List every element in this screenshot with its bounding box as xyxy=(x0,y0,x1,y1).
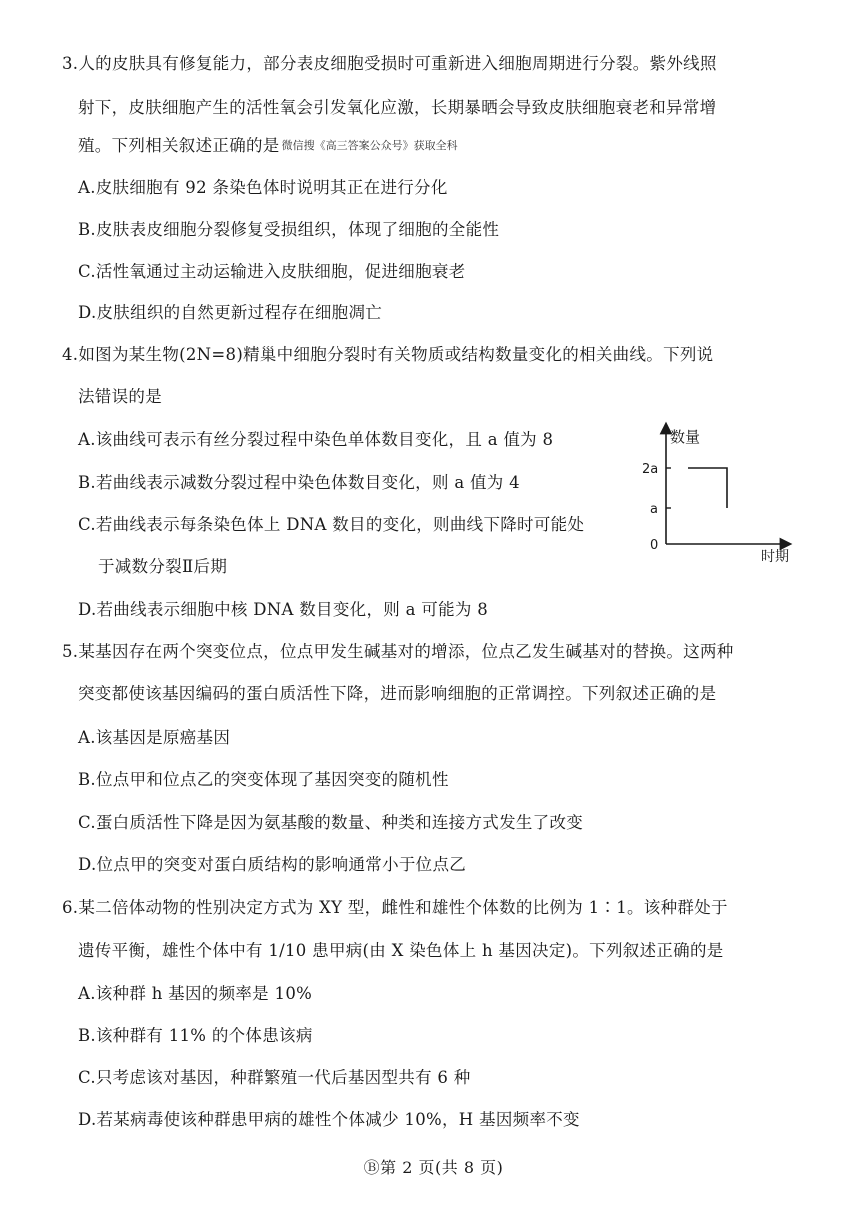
origin-label: 0 xyxy=(650,538,659,553)
q4-option-d: D.若曲线表示细胞中核 DNA 数目变化，则 a 可能为 8 xyxy=(78,600,489,619)
q3-option-c: C.活性氧通过主动运输进入皮肤细胞，促进细胞衰老 xyxy=(78,262,466,281)
q3-stem-text: 殖。下列相关叙述正确的是 xyxy=(78,136,280,155)
watermark-text: 微信搜《高三答案公众号》获取全科 xyxy=(281,139,458,152)
quantity-curve xyxy=(688,468,727,508)
q3-option-a: A.皮肤细胞有 92 条染色体时说明其正在进行分化 xyxy=(78,178,448,197)
q5-option-b: B.位点甲和位点乙的突变体现了基因突变的随机性 xyxy=(78,770,449,789)
q6-stem-line-1: 6.某二倍体动物的性别决定方式为 XY 型，雌性和雄性个体数的比例为 1∶1。该种群处于 xyxy=(62,898,728,917)
q4-option-a: A.该曲线可表示有丝分裂过程中染色单体数目变化，且 a 值为 8 xyxy=(78,430,554,449)
q3-option-b: B.皮肤表皮细胞分裂修复受损组织，体现了细胞的全能性 xyxy=(78,220,500,239)
q6-option-a: A.该种群 h 基因的频率是 10% xyxy=(78,984,313,1003)
q6-option-c: C.只考虑该对基因，种群繁殖一代后基因型共有 6 种 xyxy=(78,1068,471,1087)
page-footer: Ⓑ第 2 页(共 8 页) xyxy=(363,1158,504,1177)
q3-option-d: D.皮肤组织的自然更新过程存在细胞凋亡 xyxy=(78,303,383,322)
q4-option-c-line-1: C.若曲线表示每条染色体上 DNA 数目的变化，则曲线下降时可能处 xyxy=(78,515,585,534)
q6-stem-line-2: 遗传平衡，雄性个体中有 1/10 患甲病(由 X 染色体上 h 基因决定)。下列叙述正确的是 xyxy=(78,941,724,960)
tick-label-a: a xyxy=(650,502,658,517)
q4-option-c-line-2: 于减数分裂Ⅱ后期 xyxy=(98,557,228,576)
q3-stem-line-1: 3.人的皮肤具有修复能力，部分表皮细胞受损时可重新进入细胞周期进行分裂。紫外线照 xyxy=(62,54,717,73)
q6-option-b: B.该种群有 11% 的个体患该病 xyxy=(78,1026,313,1045)
q5-option-c: C.蛋白质活性下降是因为氨基酸的数量、种类和连接方式发生了改变 xyxy=(78,813,584,832)
x-axis-label: 时期 xyxy=(761,549,789,565)
q5-option-d: D.位点甲的突变对蛋白质结构的影响通常小于位点乙 xyxy=(78,855,467,874)
q5-option-a: A.该基因是原癌基因 xyxy=(78,728,231,747)
q4-option-b: B.若曲线表示减数分裂过程中染色体数目变化，则 a 值为 4 xyxy=(78,473,520,492)
tick-label-2a: 2a xyxy=(642,462,659,477)
q5-stem-line-1: 5.某基因存在两个突变位点，位点甲发生碱基对的增添，位点乙发生碱基对的替换。这两种 xyxy=(62,642,734,661)
q4-stem-line-2: 法错误的是 xyxy=(78,387,162,406)
q4-stem-line-1: 4.如图为某生物(2N=8)精巢中细胞分裂时有关物质或结构数量变化的相关曲线。下列说 xyxy=(62,345,714,364)
q4-curve-figure xyxy=(636,420,796,570)
y-axis-label: 数量 xyxy=(670,428,701,446)
q3-stem-line-2: 射下，皮肤细胞产生的活性氧会引发氧化应激，长期暴晒会导致皮肤细胞衰老和异常增 xyxy=(78,98,717,117)
q6-option-d: D.若某病毒使该种群患甲病的雄性个体减少 10%，H 基因频率不变 xyxy=(78,1110,580,1129)
q3-stem-line-3 xyxy=(78,134,458,158)
q5-stem-line-2: 突变都使该基因编码的蛋白质活性下降，进而影响细胞的正常调控。下列叙述正确的是 xyxy=(78,684,717,703)
